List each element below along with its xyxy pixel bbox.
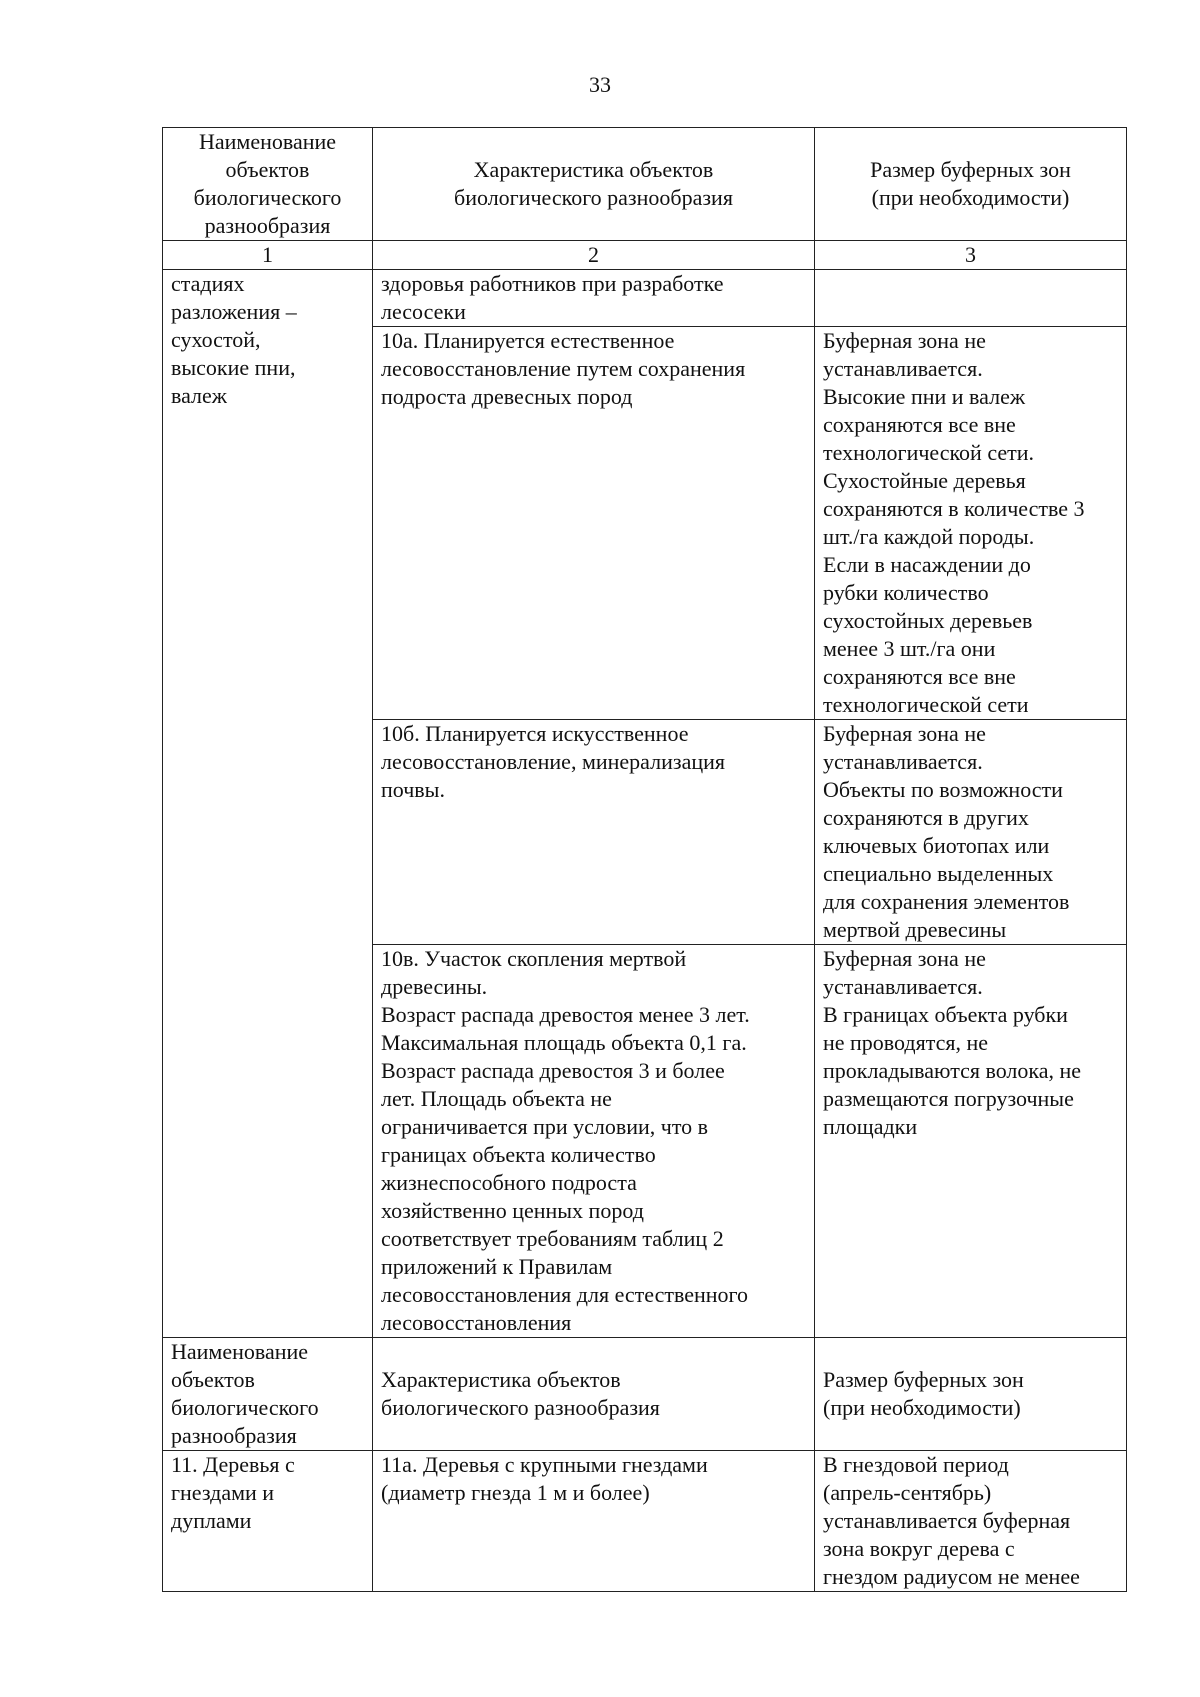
characteristic-cell <box>373 720 815 945</box>
characteristic-cell <box>373 1451 815 1592</box>
repeat-header-col3-line: Размер буферных зон <box>823 1367 1024 1392</box>
header-col2-line: биологического разнообразия <box>454 185 733 210</box>
characteristic-cell <box>373 270 815 327</box>
object-name-cell <box>163 270 373 1338</box>
characteristic-line: лет. Площадь объекта не <box>381 1086 612 1111</box>
characteristic-line: лесовосстановление, минерализация <box>381 749 726 774</box>
characteristic-line: границах объекта количество <box>381 1142 656 1167</box>
characteristic-line: (диаметр гнезда 1 м и более) <box>381 1480 650 1505</box>
characteristic-cell <box>373 945 815 1338</box>
buffer-line: Если в насаждении до <box>823 552 1031 577</box>
characteristic-line: 10а. Планируется естественное <box>381 328 675 353</box>
characteristic-line: подроста древесных пород <box>381 384 633 409</box>
buffer-line: технологической сети <box>823 692 1029 717</box>
header-col3-line: (при необходимости) <box>871 185 1070 210</box>
header-col1-line: биологического <box>193 185 342 210</box>
repeat-header-col3-line: (при необходимости) <box>823 1395 1021 1420</box>
object-name-cell <box>163 1451 373 1592</box>
header-col2-cell <box>373 128 815 241</box>
repeat-header-col1-line: объектов <box>171 1367 255 1392</box>
characteristic-line: лесовосстановления для естественного <box>381 1282 749 1307</box>
buffer-line: мертвой древесины <box>823 917 1007 942</box>
repeat-header-col1-cell <box>163 1338 373 1451</box>
repeat-header-col2-line: биологического разнообразия <box>381 1395 660 1420</box>
buffer-line: Буферная зона не <box>823 721 986 746</box>
buffer-line: Объекты по возможности <box>823 777 1063 802</box>
header-col1-line: объектов <box>225 157 310 182</box>
buffer-cell <box>815 327 1127 720</box>
buffer-line: сохраняются все вне <box>823 664 1016 689</box>
header-col1-line: разнообразия <box>204 213 331 238</box>
column-number: 3 <box>815 241 1127 270</box>
buffer-line: специально выделенных <box>823 861 1054 886</box>
buffer-line: Сухостойные деревья <box>823 468 1026 493</box>
buffer-line: зона вокруг дерева с <box>823 1536 1015 1561</box>
object-name-line: дуплами <box>171 1508 252 1533</box>
buffer-cell <box>815 1451 1127 1592</box>
characteristic-line: Максимальная площадь объекта 0,1 га. <box>381 1030 747 1055</box>
characteristic-cell <box>373 327 815 720</box>
buffer-line: технологической сети. <box>823 440 1035 465</box>
characteristic-line: 11а. Деревья с крупными гнездами <box>381 1452 708 1477</box>
buffer-line: устанавливается буферная <box>823 1508 1071 1533</box>
repeat-header-col1-line: Наименование <box>171 1339 309 1364</box>
buffer-line: площадки <box>823 1114 918 1139</box>
repeat-header-col2-cell <box>373 1338 815 1451</box>
characteristic-line: лесосеки <box>381 299 466 324</box>
header-col1-line: Наименование <box>198 129 337 154</box>
repeat-header-col1-line: разнообразия <box>171 1423 297 1448</box>
buffer-line: сухостойных деревьев <box>823 608 1033 633</box>
header-col3-cell <box>815 128 1127 241</box>
buffer-cell <box>815 945 1127 1338</box>
column-number: 1 <box>163 241 373 270</box>
buffer-line: менее 3 шт./га они <box>823 636 996 661</box>
repeat-header-col2-line: Характеристика объектов <box>381 1367 621 1392</box>
repeat-header-row <box>163 1338 1127 1451</box>
object-name-line: стадиях <box>171 271 245 296</box>
characteristic-line: лесовосстановление путем сохранения <box>381 356 746 381</box>
buffer-cell <box>815 720 1127 945</box>
buffer-line: сохраняются в количестве 3 <box>823 496 1085 521</box>
buffer-line: шт./га каждой породы. <box>823 524 1035 549</box>
header-col1-cell <box>163 128 373 241</box>
buffer-line: гнездом радиусом не менее <box>823 1564 1080 1589</box>
buffer-line: сохраняются в других <box>823 805 1029 830</box>
buffer-line: сохраняются все вне <box>823 412 1016 437</box>
buffer-line: В границах объекта рубки <box>823 1002 1068 1027</box>
repeat-header-col3-cell <box>815 1338 1127 1451</box>
characteristic-line: Возраст распада древостоя менее 3 лет. <box>381 1002 750 1027</box>
characteristic-line: Возраст распада древостоя 3 и более <box>381 1058 725 1083</box>
characteristic-line: соответствует требованиям таблиц 2 <box>381 1226 724 1251</box>
buffer-line: устанавливается. <box>823 356 983 381</box>
buffer-line: ключевых биотопах или <box>823 833 1050 858</box>
object-name-line: разложения – <box>171 299 297 324</box>
buffer-line: устанавливается. <box>823 974 983 999</box>
characteristic-line: почвы. <box>381 777 445 802</box>
biodiversity-table <box>162 127 1127 1592</box>
page-number: 33 <box>589 72 611 97</box>
buffer-line: не проводятся, не <box>823 1030 989 1055</box>
buffer-line: размещаются погрузочные <box>823 1086 1074 1111</box>
characteristic-line: жизнеспособного подроста <box>381 1170 637 1195</box>
characteristic-line: приложений к Правилам <box>381 1254 613 1279</box>
buffer-line: прокладываются волока, не <box>823 1058 1082 1083</box>
characteristic-line: хозяйственно ценных пород <box>381 1198 644 1223</box>
characteristic-line: здоровья работников при разработке <box>381 271 724 296</box>
buffer-line: Буферная зона не <box>823 328 986 353</box>
buffer-line: Буферная зона не <box>823 946 986 971</box>
object-name-line: высокие пни, <box>171 355 296 380</box>
buffer-line: Высокие пни и валеж <box>823 384 1026 409</box>
characteristic-line: 10б. Планируется искусственное <box>381 721 689 746</box>
header-col3-line: Размер буферных зон <box>870 157 1071 182</box>
characteristic-line: древесины. <box>381 974 488 999</box>
object-name-line: 11. Деревья с <box>171 1452 295 1477</box>
repeat-header-col1-line: биологического <box>171 1395 319 1420</box>
object-name-line: сухостой, <box>171 327 261 352</box>
buffer-line: (апрель-сентябрь) <box>823 1480 992 1505</box>
object-name-line: гнездами и <box>171 1480 275 1505</box>
object-name-line: валеж <box>171 383 227 408</box>
column-number: 2 <box>373 241 815 270</box>
buffer-line: рубки количество <box>823 580 989 605</box>
characteristic-line: ограничивается при условии, что в <box>381 1114 709 1139</box>
table-row <box>163 1451 1127 1592</box>
buffer-line: устанавливается. <box>823 749 983 774</box>
characteristic-line: лесовосстановления <box>381 1310 572 1335</box>
header-col2-line: Характеристика объектов <box>473 157 714 182</box>
buffer-cell <box>815 270 1127 327</box>
column-numbers-row <box>163 241 1127 270</box>
table-row <box>163 270 1127 327</box>
buffer-line: В гнездовой период <box>823 1452 1009 1477</box>
table-header-row <box>163 128 1127 241</box>
characteristic-line: 10в. Участок скопления мертвой <box>381 946 687 971</box>
buffer-line: для сохранения элементов <box>823 889 1070 914</box>
